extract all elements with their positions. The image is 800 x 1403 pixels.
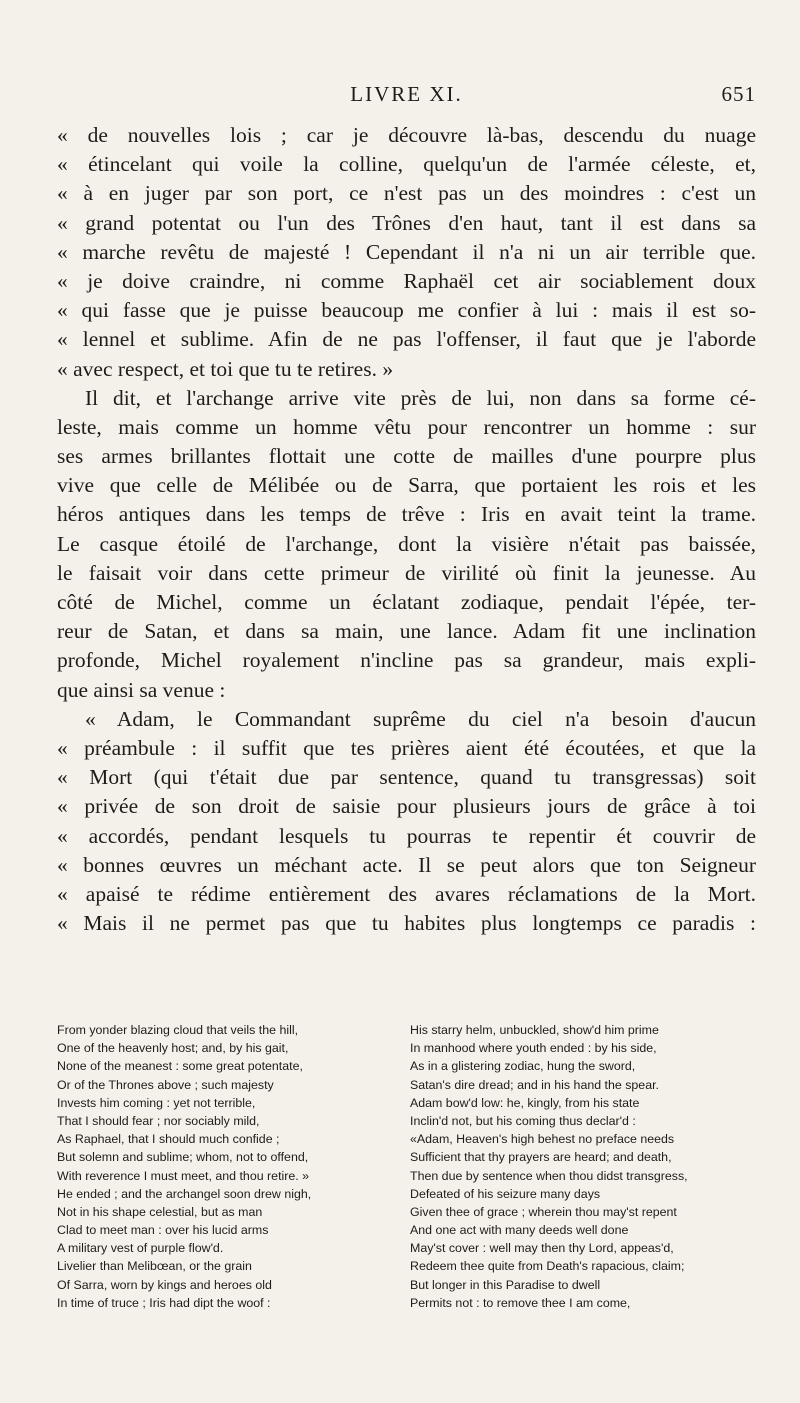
prose-line: Le casque étoilé de l'archange, dont la visière n'était pas baissée,	[57, 531, 756, 556]
verse-line: Then due by sentence when thou didst transgress,	[410, 1168, 688, 1183]
verse-line: Invests him coming : yet not terrible,	[57, 1095, 256, 1110]
verse-line: «Adam, Heaven's high behest no preface needs	[410, 1132, 675, 1147]
prose-line: « de nouvelles lois ; car je découvre là-bas, descendu du nuage	[57, 123, 756, 147]
prose-line: « accordés, pendant lesquels tu pourras te repentir ét couvrir de	[57, 823, 756, 848]
verse-line: Redeem thee quite from Death's rapacious, claim;	[410, 1259, 685, 1274]
verse-line: In time of truce ; Iris had dipt the woof :	[57, 1295, 271, 1310]
verse-line: Or of the Thrones above ; such majesty	[57, 1077, 274, 1092]
verse-line: Sufficient that thy prayers are heard; and death,	[410, 1150, 672, 1165]
prose-line: « Mais il ne permet pas que tu habites plus longtemps ce paradis :	[57, 911, 756, 936]
prose-line: que ainsi sa venue :	[57, 677, 226, 702]
prose-line: « je doive craindre, ni comme Raphaël cet air sociablement doux	[57, 268, 756, 293]
prose-line: profonde, Michel royalement n'incline pas sa grandeur, mais expli-	[57, 648, 756, 673]
prose-line: ses armes brillantes flottait une cotte de mailles d'une pourpre plus	[57, 444, 756, 469]
prose-line: « qui fasse que je puisse beaucoup me confier à lui : mais il est so-	[57, 298, 756, 323]
verse-column-left	[57, 1021, 407, 1312]
running-head	[57, 82, 756, 108]
prose-line: « privée de son droit de saisie pour plusieurs jours de grâce à toi	[57, 794, 756, 819]
prose-line: le faisait voir dans cette primeur de virilité où finit la jeunesse. Au	[57, 560, 756, 585]
verse-line: Not in his shape celestial, but as man	[57, 1204, 263, 1219]
verse-line: Permits not : to remove thee I am come,	[410, 1295, 631, 1310]
prose-line: « lennel et sublime. Afin de ne pas l'offenser, il faut que je l'aborde	[57, 327, 756, 352]
page-number: 651	[721, 82, 756, 106]
prose-line: « Mort (qui t'était due par sentence, quand tu transgressas) soit	[57, 765, 756, 790]
prose-line: côté de Michel, comme un éclatant zodiaque, pendait l'épée, ter-	[57, 590, 756, 614]
prose-line: reur de Satan, et dans sa main, une lance. Adam fit une inclination	[57, 619, 756, 644]
verse-column-right	[410, 1021, 763, 1312]
verse-line: Of Sarra, worn by kings and heroes old	[57, 1277, 272, 1292]
chapter-title: LIVRE XI.	[350, 82, 463, 106]
verse-line: May'st cover : well may then thy Lord, appeas'd,	[410, 1241, 674, 1256]
verse-line: One of the heavenly host; and, by his gait,	[57, 1041, 289, 1056]
prose-line: « étincelant qui voile la colline, quelqu'un de l'armée céleste, et,	[57, 152, 756, 177]
prose-line: « marche revêtu de majesté ! Cependant il n'a ni un air terrible que.	[57, 239, 756, 264]
verse-line: A military vest of purple flow'd.	[57, 1241, 224, 1256]
french-prose	[57, 121, 756, 938]
verse-line: Clad to meet man : over his lucid arms	[57, 1223, 269, 1238]
verse-line: But solemn and sublime; whom, not to offend,	[57, 1150, 309, 1165]
verse-line: With reverence I must meet, and thou retire. »	[57, 1168, 310, 1183]
verse-line: He ended ; and the archangel soon drew nigh,	[57, 1186, 312, 1201]
verse-line: And one act with many deeds well done	[410, 1223, 629, 1238]
verse-line: Adam bow'd low: he, kingly, from his state	[410, 1095, 640, 1110]
verse-line: His starry helm, unbuckled, show'd him prime	[410, 1023, 659, 1037]
prose-line: « avec respect, et toi que tu te retires. »	[57, 356, 394, 381]
verse-line: As in a glistering zodiac, hung the sword,	[410, 1059, 636, 1074]
prose-line: vive que celle de Mélibée ou de Sarra, que portaient les rois et les	[57, 473, 756, 498]
verse-line: None of the meanest : some great potentate,	[57, 1059, 303, 1074]
verse-line: As Raphael, that I should much confide ;	[57, 1132, 280, 1147]
verse-line: But longer in this Paradise to dwell	[410, 1277, 601, 1292]
verse-line: Defeated of his seizure many days	[410, 1186, 601, 1201]
verse-line: Inclin'd not, but his coming thus declar'd :	[410, 1113, 636, 1128]
verse-line: That I should fear ; nor sociably mild,	[57, 1113, 260, 1128]
verse-line: In manhood where youth ended : by his side,	[410, 1041, 657, 1056]
prose-line: « à en juger par son port, ce n'est pas un des moindres : c'est un	[57, 181, 756, 206]
prose-line: « Adam, le Commandant suprême du ciel n'a besoin d'aucun	[85, 706, 756, 731]
prose-line: Il dit, et l'archange arrive vite près de lui, non dans sa forme cé-	[85, 385, 756, 410]
verse-line: Satan's dire dread; and in his hand the spear.	[410, 1077, 659, 1092]
verse-line: Livelier than Melibœan, or the grain	[57, 1259, 252, 1274]
prose-line: « apaisé te rédime entièrement des avares réclamations de la Mort.	[57, 881, 756, 906]
prose-line: « préambule : il suffit que tes prières aient été écoutées, et que la	[57, 735, 756, 760]
prose-line: « grand potentat ou l'un des Trônes d'en haut, tant il est dans sa	[57, 210, 756, 235]
prose-line: « bonnes œuvres un méchant acte. Il se peut alors que ton Seigneur	[57, 852, 756, 877]
prose-line: leste, mais comme un homme vêtu pour rencontrer un homme : sur	[57, 414, 756, 439]
verse-line: Given thee of grace ; wherein thou may'st repent	[410, 1204, 677, 1219]
verse-line: From yonder blazing cloud that veils the hill,	[57, 1023, 299, 1037]
prose-line: héros antiques dans les temps de trêve : Iris en avait teint la trame.	[57, 502, 756, 527]
